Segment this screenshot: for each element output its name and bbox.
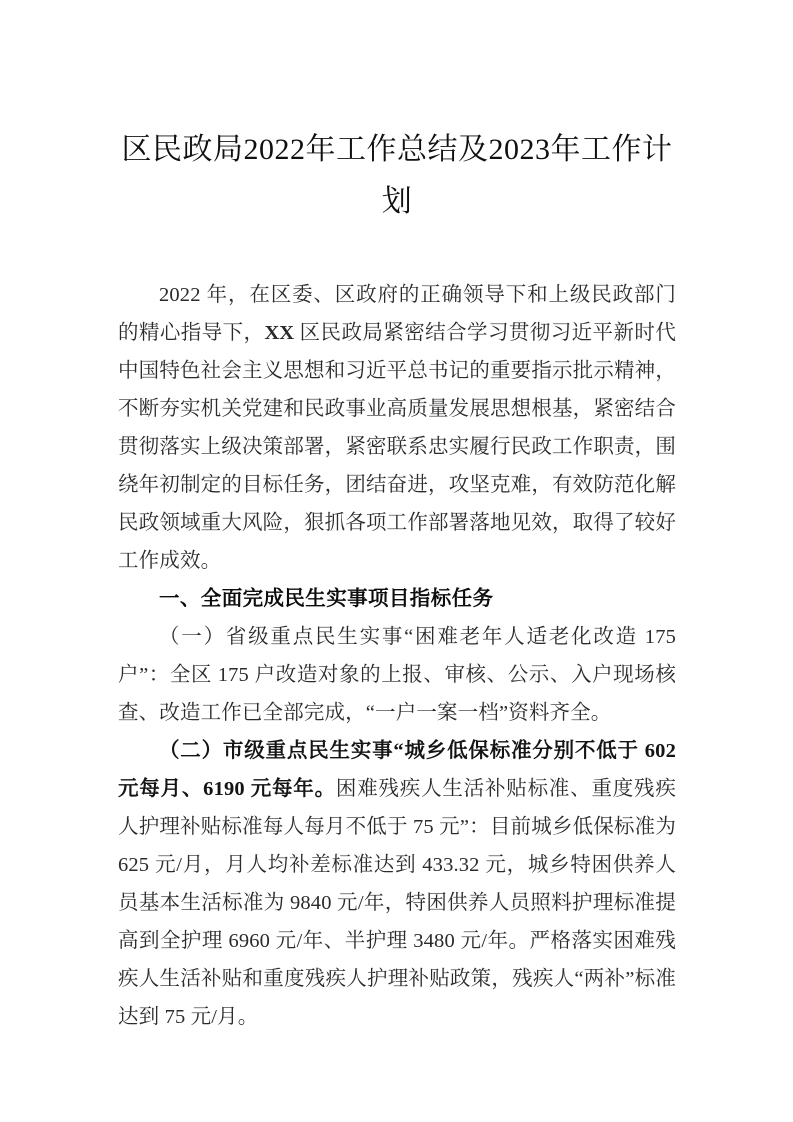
paragraph-1-2 [118, 732, 676, 1036]
paragraph-introduction-part-2: 区民政局紧密结合学习贯彻习近平新时代中国特色社会主义思想和习近平总书记的重要指示批示精神，不断夯实机关党建和民政事业高质量发展思想根基，紧密结合贯彻落实上级决策部署，紧密联系忠实履行民政工作职责，围绕年初制定的目标任务，团结奋进，攻坚克难，有效防范化解民政领域重大风险，狠抓各项工作部署落地见效，取得了较好工作成效。 [118, 322, 676, 572]
page-title-line-1: 区民政局2022年工作总结及2023年工作计 [121, 133, 673, 166]
page-title [112, 124, 682, 228]
document-body [118, 276, 676, 1036]
section-heading-1: 一、全面完成民生实事项目指标任务 [159, 587, 494, 610]
paragraph-1-2-emphasis-lead: （二）市级重点民生实事“城乡低保标准分别不低于 602 元每月、6190 元每年。 [118, 740, 676, 800]
paragraph-1-2-remainder: ：目前城乡低保标准为 625 元/月，月人均补差标准达到 433.32 元，城乡特困供养人员基本生活标准为 9840 元/年，特困供养人员照料护理标准提高到全护理 6960 元/年、半护理 3480 元/年。严格落实困难残疾人生活补贴和重度残疾人护理补贴政策，残疾人“两补”标准达到 75 元/月。 [118, 816, 677, 1028]
paragraph-1-1: （一）省级重点民生实事“困难老年人适老化改造 175 户”：全区 175 户改造对象的上报、审核、公示、入户现场核查、改造工作已全部完成，“一户一案一档”资料齐全。 [118, 626, 676, 724]
paragraph-introduction [118, 276, 676, 580]
paragraph-introduction-district-placeholder: XX [264, 322, 295, 344]
paragraph-introduction-part-1: 2022 年，在区委、区政府的正确领导下和上级民政部门的精心指导下， [118, 284, 676, 344]
paragraph-1-2-middle: 困难残疾人生活补贴标准、重度残疾人护理补贴标准每人每月不低于 75 元” [118, 778, 677, 838]
page-title-line-2: 划 [381, 185, 413, 218]
